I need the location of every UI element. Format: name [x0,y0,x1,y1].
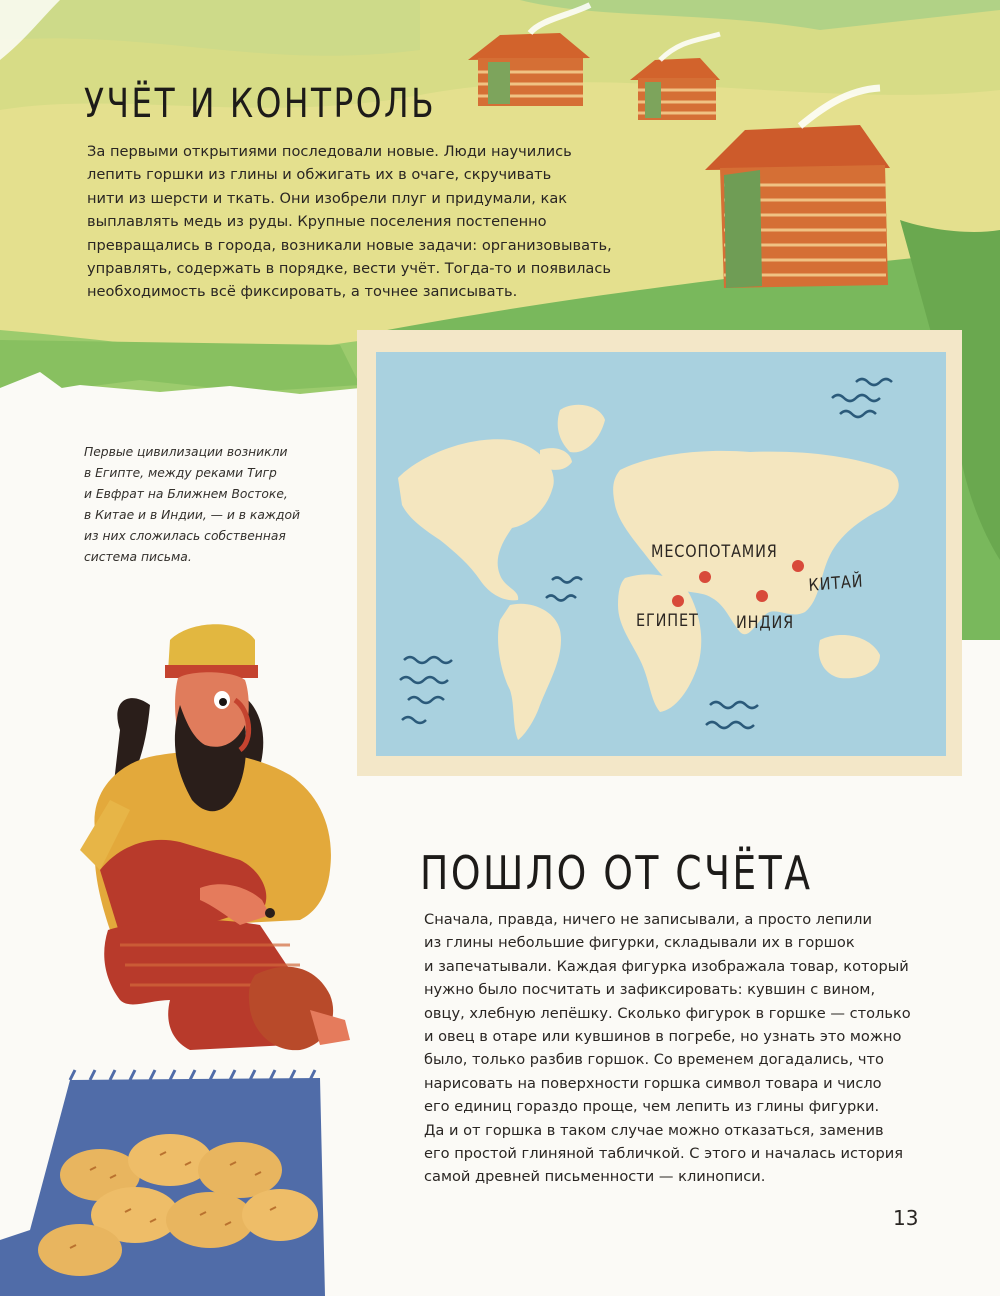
caption-line: Первые цивилизации возникли [84,445,288,459]
map-caption [84,442,300,568]
map-label-mesopotamia: МЕСОПОТАМИЯ [651,542,778,562]
map-label-egypt: ЕГИПЕТ [636,611,699,631]
section-title-counting: ПОШЛО ОТ СЧЁТА [420,846,813,900]
marker-china [792,560,804,572]
paragraph-line: Да и от горшка в таком случае можно отказаться, заменив [424,1121,884,1139]
paragraph-line: нити из шерсти и ткать. Они изобрели плуг и придумали, как [87,189,568,207]
paragraph-line: лепить горшки из глины и обжигать их в очаге, скручивать [87,166,552,184]
section-title-accounting: УЧЁТ И КОНТРОЛЬ [84,81,437,127]
caption-line: из них сложилась собственная [84,529,286,543]
paragraph-line: За первыми открытиями последовали новые. Люди научились [87,143,572,160]
paragraph-line: превращались в города, возникали новые задачи: организовывать, [87,236,612,254]
page-number: 13 [893,1206,919,1230]
rug-with-flatbreads-illustration [0,1070,325,1296]
caption-line: в Египте, между реками Тигр [84,466,277,480]
paragraph-line: его единиц гораздо проще, чем лепить из глины фигурки. [424,1098,880,1116]
paragraph-line: и запечатывали. Каждая фигурка изображала товар, который [424,957,909,975]
story-paragraph [424,908,911,1189]
paragraph-line: и овец в отаре или кувшинов в погребе, но узнать это можно [424,1028,902,1046]
caption-line: в Китае и в Индии, — и в каждой [84,508,300,522]
seated-man-illustration [80,624,350,1050]
caption-line: система письма. [84,550,192,564]
intro-paragraph [87,140,612,304]
paragraph-line: овцу, хлебную лепёшку. Сколько фигурок в горшке — столько [424,1004,911,1022]
caption-line: и Евфрат на Ближнем Востоке, [84,487,288,501]
paragraph-line: из глины небольшие фигурки, складывали их в горшок [424,934,855,952]
marker-mesopotamia [699,571,711,583]
paragraph-line: выплавлять медь из руды. Крупные поселения постепенно [87,213,547,231]
paragraph-line: было, только разбив горшок. Со временем догадались, что [424,1051,884,1069]
paragraph-line: управлять, содержать в порядке, вести учёт. Тогда-то и появилась [87,260,611,278]
marker-india [756,590,768,602]
paragraph-line: самой древней письменности — клинописи. [424,1168,766,1186]
paragraph-line: его простой глиняной табличкой. С этого и началась история [424,1145,903,1163]
marker-egypt [672,595,684,607]
paragraph-line: нарисовать на поверхности горшка символ товара и число [424,1074,882,1092]
map-label-china: КИТАЙ [808,571,864,596]
paragraph-line: необходимость всё фиксировать, а точнее записывать. [87,283,518,301]
paragraph-line: Сначала, правда, ничего не записывали, а просто лепили [424,911,872,928]
paragraph-line: нужно было посчитать и зафиксировать: кувшин с вином, [424,981,876,999]
map-label-india: ИНДИЯ [736,613,795,633]
